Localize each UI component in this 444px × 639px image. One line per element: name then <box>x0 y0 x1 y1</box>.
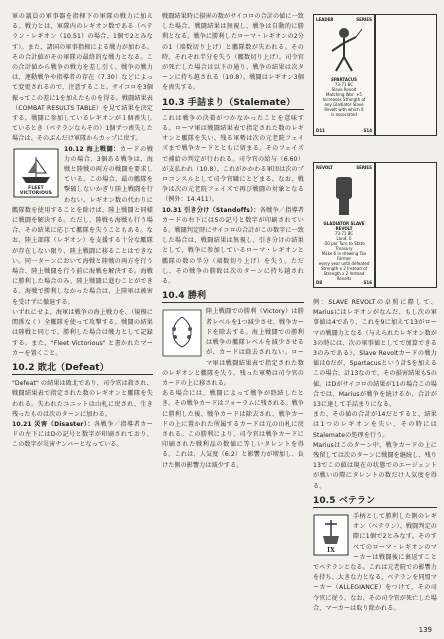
col1-paragraph-5: "Defeat" の結果は敗北であり、司令官は殺され、戦闘結果表で指定された数のレギオンと艦隊を失われる。失われたユニットは山札に戻され、生き残ったものは次のターンに加わる。 <box>12 380 153 418</box>
card2-type: REVOLT <box>316 165 333 170</box>
card2-years: 73-71 BC <box>334 231 354 236</box>
card1-line-4: any Gladiator Slave <box>324 102 364 107</box>
card1-line-6: is associated <box>331 112 357 117</box>
card1-line-2: Matching War: +5 <box>326 92 362 97</box>
section-heading-veteran: 10.5 ベテラン <box>313 496 437 508</box>
legion-marker-icon <box>313 514 349 556</box>
col3-paragraph-3: Mariusはこのターン中、戦争カードの上に残留しては次のターンに戦闘を継続し、残り13でこの値は現在の状態でのエージェントが戦いの際にタレントの数だけ人気度を得る。 <box>313 441 437 490</box>
col1-paragraph-2: カードの戦力の場合、3個ある戦争は、海戦と陸戦の両方の戦闘を要求している。この場合、最の艦隊を撃破しないかぎり陸上戦闘を行わない。レギオン数の代わりに艦隊数を使用することを除けば、陸上戦闘と同様に戦闘を解決する。ただし、陸戦も海戦も行う場合、その結果に応じて艦隊を失うこともある。なお、陸上部隊（レギオン）を支援する十分な艦隊が存在しない限り、陸上戦闘に移ることはできない。同一ターンにおいて海戦と陸戦の両方を行う場合、陸上戦闘を行う前に海戦を解決する。海戦に勝利した場合のみ、陸上戦闘に進むことができる。海戦で勝利しなかった場合は、上陸軍は被害を受けずに撤退する。 <box>12 145 154 306</box>
card2-disaster-number: D8 <box>316 280 323 285</box>
col2-paragraph-3: 各戦争／指導者カードの右下にはSの記号と数字が印刷されている。戦闘判定時にサイコロの合計がこの数字に一致した場合は、戦闘結果は無視し、引き分けの結果として、戦争に参加しているローマ・レギオンと艦隊の数の半分（端数切り上げ）を失う。ただし、その戦争の勝敗は次のターンに持ち越される。 <box>162 206 305 286</box>
col1-paragraph-3: いずれにせよ、海軍は戦争の海上戦力を、（規模に関係なく）全艦隊を使って攻撃する。戦闘の結果は陸戦と同じで、勝利した場合は戦力として記録する。また、"Fleet Victorious" と書かれたマーカーを置くこと。 <box>12 308 153 357</box>
svg-text:VICTORIOUS: VICTORIOUS <box>19 190 53 196</box>
col3-paragraph-2: また、その値の合計が14だとすると、結果は1つのレギオンを失い、その時にはStalemateの処理を行う。 <box>313 411 437 439</box>
col2-paragraph-2: これは戦争の決着がつかなかったことを意味する。ローマ軍は戦闘結果表で指定された数のレギオンと艦隊を失い、残る軍勢は次の元老院フェイズまで戦争カードとともに留まる。そのフェイズで補給の判定が行われる。司令官の給与（6.60）が支払われ（10.8）、これがかかわる軍団は次のプロコンスルとして司令官職にとどまる。なお、戦争は次の元老院フェイズで再び戦闘の対象となる（例外：14.411）。 <box>162 114 304 204</box>
card2-line-5: Strength x 2 Instead of <box>321 266 367 271</box>
card1-disaster-number: D11 <box>316 128 325 133</box>
column-2 <box>162 12 304 471</box>
card2-name: GLADIATOR SLAVE REVOLT <box>323 221 365 231</box>
col2-victory-box: 陸上戦闘での勝利（Victory）は勝者レベルを1つ減少させ、戦争カードを除去する。海上戦闘での勝利は戦争の艦隊レベルを減少させるが、カードは除去されない。ローマ軍は戦闘結果表で指定された数のレギオンと艦隊を失う。残った軍勢は司令官のカードの上に移される。 <box>162 308 304 387</box>
section-heading-defeat: 10.2 敗北（Defeat） <box>12 363 153 375</box>
col1-subhead-1021: 10.21 災害（Disaster）： <box>12 420 95 428</box>
column-1 <box>12 12 153 451</box>
col1-subhead-1012: 10.12 海上戦闘： <box>64 145 121 153</box>
card1-standoff-number: S14 <box>363 128 372 133</box>
laurel-icon <box>162 309 202 357</box>
card2-series: SERIES <box>356 165 372 170</box>
veteran-legion-marker <box>313 514 349 556</box>
revolt-card-shadow <box>375 162 437 288</box>
col2-paragraph-5: ある場合には、戦闘によって戦争が終結したとき、その戦争カードはフォーラムに残される。戦争に勝利した後、戦争カードは除去され、戦争カードの上に置かれた所属するカードは元の山札に戻される。この勝利により、司令官は戦争カードに印刷された戦利品の数値に等しいタレントを得る。これは、人気度（6.2）と影響力が増加し、負けた側の影響力は減少する。 <box>162 390 304 469</box>
card1-line-3: Increases Strength of <box>322 97 366 102</box>
section-heading-stalemate: 10.3 手詰まり（Stalemate） <box>162 98 304 110</box>
page-number: 139 <box>418 626 432 634</box>
card-illustrations <box>313 14 437 304</box>
col3-paragraph-1: 例：SLAVE REVOLTの卓照に際して、Mariusにはレギオンがなんだ、もし次の軍事値は4であり、これを9に加えて13がローマの戦闘力となる（与えられたレギオン数が3の時には、次の軍事値としてで加算できる3のみである）。Slave Revoltカードの戦力値は0だが、Spartacusという計5を加えるこの場合、計13なので、その損害結果も5の値。はDがサイコロの結果が11の場合この場合では、Mariusが戦争を続けるか、合計が13に達して手詰まりになる。 <box>313 299 437 409</box>
victory-laurel-figure <box>162 309 202 357</box>
card2-line-3: Make 6 in drawing Tax Farmer <box>321 251 367 261</box>
card2-standoff-number: S16 <box>363 280 372 285</box>
fist-icon <box>324 173 364 217</box>
card1-name: SPARTACUS <box>330 77 358 82</box>
col3-paragraph-4: 手柄として勝利した側のレギオン（ベテラン）、戦闘判定の際に1個で2とみなす。そのすべてのローマ・レギオンのマーカーは戦闘後に裏返すことでベテランとなる。これは元老院での影響力を持ち、大きな力となる。ベテランを同盟マーカー（ALLEGIANCE）をつけて、その司令官に従う。なお、その司令官が死亡した場合、マーカーは取り除かれる。 <box>313 513 437 612</box>
veteran-marker-label: IX <box>327 547 335 555</box>
column-3 <box>313 298 437 614</box>
col1-paragraph-6: 各戦争／指導者カードの左下にはDの記号と数字が印刷されており、この数字が災害ナンバーとなっている。 <box>12 420 154 449</box>
col2-subhead-1031: 10.31 引き分け（Standoffs）： <box>162 206 260 214</box>
section-heading-victory: 10.4 勝利 <box>162 291 304 303</box>
svg-text:FLEET: FLEET <box>28 185 44 191</box>
card1-type: LEADER <box>316 17 334 22</box>
card2-line-4: every year until defeated <box>318 261 370 266</box>
gladiator-figure-icon <box>322 25 366 75</box>
revolt-card <box>313 162 375 288</box>
card1-line-1: Slave Revolt <box>331 87 357 92</box>
leader-card-1-shadow <box>375 14 437 136</box>
card1-line-5: Revolt with which it <box>324 107 364 112</box>
card2-line-6: Strength x 2 Instead Revolts <box>323 271 365 281</box>
col2-paragraph-1: 戦闘結果時に損害の数がサイコロの合計の値に一致した場合、戦闘結果は無視し、戦争は自動的に勝利となる。戦争に勝利したローマ・レギオンの2分の1（端数切り上げ）と艦隊数が失われる。その時、それぞれ半分を失う（艦数切り上げ）。司令官が死亡した場合は以下の通り、戦争の結果は次ターンに持ち越される（10.8）。戦闘はレギオン3個を喪失する。 <box>162 13 304 92</box>
leader-card-spartacus <box>313 14 375 136</box>
fleet-victorious-marker <box>12 147 60 199</box>
card1-years: 73-71 BC <box>334 82 354 87</box>
col1-paragraph-1: 軍の議員の軍事器を指揮下の軍隊の戦力に加える。戦力とは、軍隊内のレギオン数である（ベテラン・レギオン（10.51）の場合、1個で2とみなす）。また、諸国の軍事指揮による戦力が加わる。その合計値がその軍隊の最終的な戦力となる。この合計値から戦争の戦力を差し引く。戦争の戦力は、連動戦争や指導者の存在（7.30）などによって変更されるので、注意すること。サイコロを3個振ってこの差に1を加えたものを得る。戦闘結果表（COMBAT RESULTS TABLE）を見て結果を決定する。戦闘に参加しているレギオンが１個喪失しているとき（ベテランならその）1個ずつ喪失した場合は、そのぶんだけ軍隊からカップに戻す。 <box>12 13 153 143</box>
card2-line-1: Land: 0 <box>336 236 352 241</box>
card2-line-2: -50 per Turn to State Treasury <box>323 241 365 251</box>
card1-series: SERIES <box>356 17 372 22</box>
fleet-icon <box>12 147 60 199</box>
